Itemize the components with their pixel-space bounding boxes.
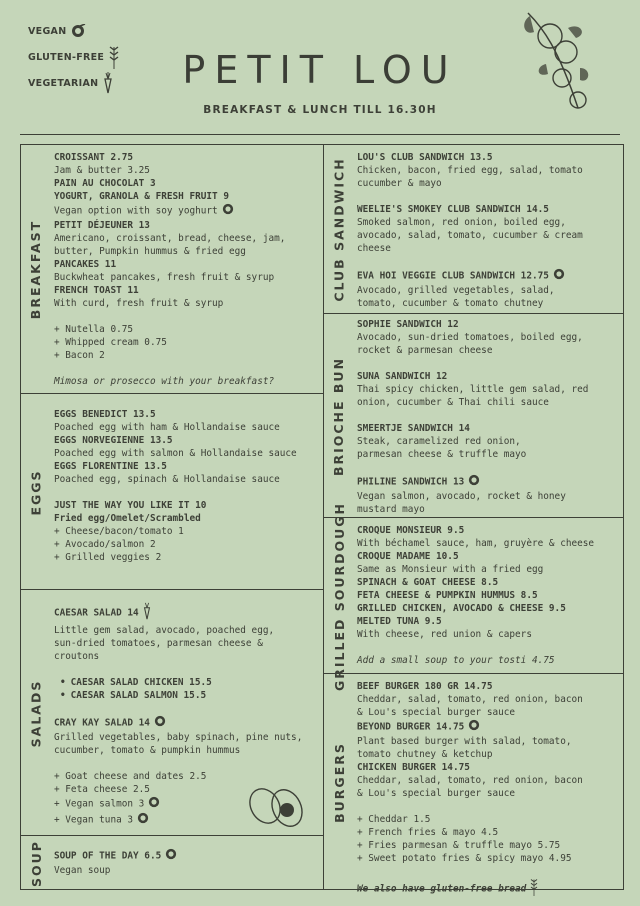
section-eggs <box>21 393 323 590</box>
menu-item-desc: With béchamel sauce, ham, gruyère & cheese <box>357 538 595 549</box>
menu-item-desc: Smoked salmon, red onion, boiled egg, <box>357 217 566 228</box>
menu-item-desc: cucumber & mayo <box>357 178 442 189</box>
menu-item-desc: Buckwheat pancakes, fresh fruit & syrup <box>54 272 275 283</box>
legend-vegan <box>28 18 120 44</box>
menu-item-desc: Vegan option with soy yoghurt <box>54 203 319 219</box>
menu-item: WEELIE'S SMOKEY CLUB SANDWICH 14.5 <box>357 204 549 215</box>
section-breakfast <box>21 145 323 393</box>
gluten-free-note: We also have gluten-free bread <box>357 878 619 900</box>
brioche-items <box>357 318 619 516</box>
legend-gluten-free-label: GLUTEN-FREE <box>28 51 105 63</box>
menu-item: PETIT DÉJEUNER 13 <box>54 220 150 231</box>
menu-item-desc: Avocado, grilled vegetables, salad, <box>357 285 555 296</box>
menu-item-desc: sun-dried tomatoes, parmesan cheese & <box>54 638 263 649</box>
menu-item: FRENCH TOAST 11 <box>54 285 139 296</box>
header-divider <box>20 134 620 135</box>
menu-item: CRAY KAY SALAD 14 <box>54 715 319 731</box>
menu-item-desc: mustard mayo <box>357 504 425 515</box>
section-label-salads: SALADS <box>28 679 44 747</box>
menu-item-desc: Avocado, sun-dried tomatoes, boiled egg, <box>357 332 583 343</box>
menu-item-desc: Poached egg with salmon & Hollandaise sauce <box>54 448 297 459</box>
menu-item-desc: tomato chutney & ketchup <box>357 749 493 760</box>
menu-item: PHILINE SANDWICH 13 <box>357 474 619 490</box>
menu-item: CAESAR SALAD 14 <box>54 602 319 624</box>
extra-item: + Cheese/bacon/tomato 1 <box>54 526 184 537</box>
extra-item: + Feta cheese 2.5 <box>54 784 150 795</box>
soup-items <box>54 848 319 877</box>
menu-item: • CAESAR SALAD SALMON 15.5 <box>54 689 319 702</box>
club-items <box>357 151 619 310</box>
breakfast-items <box>54 151 319 388</box>
menu-item: SPINACH & GOAT CHEESE 8.5 <box>357 577 499 588</box>
menu-item: • CAESAR SALAD CHICKEN 15.5 <box>54 676 319 689</box>
section-burgers <box>324 673 623 895</box>
legend-vegan-label: VEGAN <box>28 25 67 37</box>
extra-item: + Bacon 2 <box>54 350 105 361</box>
menu-frame <box>20 144 624 895</box>
menu-item-desc: cheese <box>357 243 391 254</box>
section-club-sandwich <box>324 145 623 313</box>
menu-item: SUNA SANDWICH 12 <box>357 371 448 382</box>
extra-item: + Vegan salmon 3 <box>54 796 319 812</box>
vegan-icon <box>164 848 178 864</box>
menu-item: PANCAKES 11 <box>54 259 117 270</box>
extra-item: + Whipped cream 0.75 <box>54 337 167 348</box>
menu-item: SOUP OF THE DAY 6.5 <box>54 848 319 864</box>
extra-item: + Avocado/salmon 2 <box>54 539 156 550</box>
menu-item: CHICKEN BURGER 14.75 <box>357 762 470 773</box>
extra-item: + Fries parmesan & truffle mayo 5.75 <box>357 840 561 851</box>
vegan-icon <box>153 715 167 731</box>
section-salads <box>21 589 323 836</box>
extra-item: + Cheddar 1.5 <box>357 814 431 825</box>
menu-item-desc: Vegan soup <box>54 865 111 876</box>
menu-item: GRILLED CHICKEN, AVOCADO & CHEESE 9.5 <box>357 603 566 614</box>
menu-item-desc: Cheddar, salad, tomato, red onion, bacon <box>357 694 583 705</box>
menu-item-desc: With curd, fresh fruit & syrup <box>54 298 224 309</box>
menu-item-desc: Poached egg with ham & Hollandaise sauce <box>54 422 280 433</box>
section-soup <box>21 835 323 890</box>
carrot-icon <box>142 602 152 624</box>
menu-item: YOGURT, GRANOLA & FRESH FRUIT 9 <box>54 191 229 202</box>
menu-item: BEEF BURGER 180 GR 14.75 <box>357 681 493 692</box>
menu-item-desc: With cheese, red union & capers <box>357 629 532 640</box>
menu-item-desc: cucumber, tomato & pumpkin hummus <box>54 745 241 756</box>
extra-item: + Vegan tuna 3 <box>54 812 319 828</box>
menu-item-desc: Fried egg/Omelet/Scrambled <box>54 513 201 524</box>
vegan-icon <box>136 812 150 828</box>
opening-hours: BREAKFAST & LUNCH TILL 16.30H <box>203 104 437 116</box>
menu-item-desc: butter, Pumpkin hummus & fried egg <box>54 246 246 257</box>
menu-item-desc: Cheddar, salad, tomato, red onion, bacon <box>357 775 583 786</box>
vegan-icon <box>70 24 86 38</box>
menu-item: CROISSANT 2.75 <box>54 152 134 163</box>
menu-item-desc: Steak, caramelized red onion, <box>357 436 521 447</box>
menu-item: EVA HOI VEGGIE CLUB SANDWICH 12.75 <box>357 268 619 284</box>
vegan-icon <box>552 268 566 284</box>
menu-item-desc: Thai spicy chicken, little gem salad, red <box>357 384 589 395</box>
vegan-icon <box>221 203 235 219</box>
menu-item: EGGS BENEDICT 13.5 <box>54 409 156 420</box>
vegan-icon <box>147 796 161 812</box>
menu-item: JUST THE WAY YOU LIKE IT 10 <box>54 500 207 511</box>
extra-item: + French fries & mayo 4.5 <box>357 827 499 838</box>
sourdough-note: Add a small soup to your tosti 4.75 <box>357 655 555 666</box>
menu-item-desc: Chicken, bacon, fried egg, salad, tomato <box>357 165 583 176</box>
wheat-icon <box>529 878 539 900</box>
menu-item-desc: Same as Monsieur with a fried egg <box>357 564 544 575</box>
section-label-breakfast: BREAKFAST <box>28 219 44 319</box>
menu-item-desc: Jam & butter 3.25 <box>54 165 150 176</box>
menu-item-desc: parmesan cheese & truffle mayo <box>357 449 527 460</box>
menu-item: CROQUE MONSIEUR 9.5 <box>357 525 465 536</box>
menu-item-desc: Plant based burger with salad, tomato, <box>357 736 572 747</box>
menu-item-desc: Vegan salmon, avocado, rocket & honey <box>357 491 566 502</box>
avocado-illustration <box>247 782 305 834</box>
menu-item-desc: avocado, salad, tomato, cucumber & cream <box>357 230 583 241</box>
menu-item-desc: Little gem salad, avocado, poached egg, <box>54 625 275 636</box>
fruit-branch-illustration <box>518 8 594 124</box>
menu-item: EGGS NORVEGIENNE 13.5 <box>54 435 173 446</box>
restaurant-title: PETIT LOU <box>182 48 458 92</box>
menu-item-desc: & Lou's special burger sauce <box>357 707 516 718</box>
section-label-brioche: BRIOCHE BUN <box>331 356 347 476</box>
section-label-soup: SOUP <box>28 839 44 887</box>
section-label-burgers: BURGERS <box>331 741 347 823</box>
menu-item: FETA CHEESE & PUMPKIN HUMMUS 8.5 <box>357 590 538 601</box>
section-label-club: CLUB SANDWICH <box>331 156 347 302</box>
menu-item: MELTED TUNA 9.5 <box>357 616 442 627</box>
section-label-eggs: EGGS <box>28 468 44 516</box>
vegan-icon <box>467 474 481 490</box>
extra-item: + Nutella 0.75 <box>54 324 134 335</box>
burgers-items <box>357 680 619 900</box>
legend-vegetarian-label: VEGETARIAN <box>28 77 99 89</box>
menu-item: EGGS FLORENTINE 13.5 <box>54 461 167 472</box>
menu-item: PAIN AU CHOCOLAT 3 <box>54 178 156 189</box>
menu-item-desc: Grilled vegetables, baby spinach, pine nuts, <box>54 732 303 743</box>
sourdough-items <box>357 524 619 667</box>
section-brioche-bun <box>324 313 623 518</box>
right-column <box>323 145 623 895</box>
section-label-sourdough: GRILLED SOURDOUGH <box>331 501 347 691</box>
eggs-items <box>54 408 319 564</box>
vegan-icon <box>467 719 481 735</box>
menu-item-desc: Poached egg, spinach & Hollandaise sauce <box>54 474 280 485</box>
breakfast-note: Mimosa or prosecco with your breakfast? <box>54 376 275 387</box>
menu-item-desc: onion, cucumber & Thai chili sauce <box>357 397 549 408</box>
menu-item-desc: Americano, croissant, bread, cheese, jam, <box>54 233 286 244</box>
menu-item: CROQUE MADAME 10.5 <box>357 551 459 562</box>
menu-item-desc: croutons <box>54 651 100 662</box>
extra-item: + Goat cheese and dates 2.5 <box>54 771 207 782</box>
left-column <box>21 145 323 889</box>
menu-item: BEYOND BURGER 14.75 <box>357 719 619 735</box>
menu-item-desc: rocket & parmesan cheese <box>357 345 493 356</box>
menu-item-desc: tomato, cucumber & tomato chutney <box>357 298 544 309</box>
menu-item: SMEERTJE SANDWICH 14 <box>357 423 470 434</box>
menu-item-desc: & Lou's special burger sauce <box>357 788 516 799</box>
menu-item: LOU'S CLUB SANDWICH 13.5 <box>357 152 493 163</box>
extra-item: + Sweet potato fries & spicy mayo 4.95 <box>357 853 572 864</box>
extra-item: + Grilled veggies 2 <box>54 552 162 563</box>
menu-item: SOPHIE SANDWICH 12 <box>357 319 459 330</box>
